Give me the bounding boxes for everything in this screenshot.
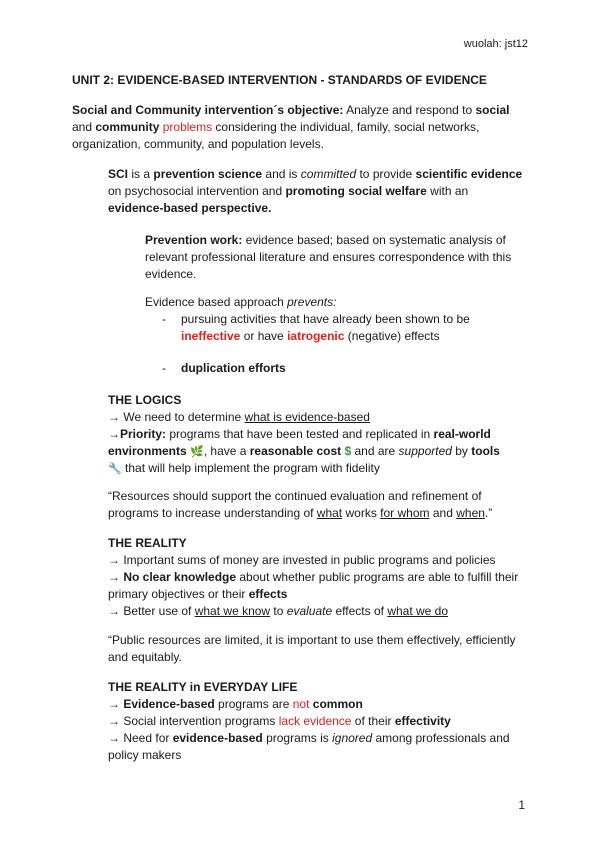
text: when xyxy=(456,506,485,520)
bullet-item xyxy=(181,311,541,345)
text: SCI xyxy=(108,167,129,181)
prevention-paragraph xyxy=(145,232,545,283)
text: effectivity xyxy=(394,714,451,728)
text: and equitably. xyxy=(108,650,182,664)
text: for whom xyxy=(380,506,430,520)
bullet-item xyxy=(181,360,286,377)
text: Better use of xyxy=(120,604,195,618)
text: primary objectives or their xyxy=(108,587,249,601)
highlight-text: problems xyxy=(162,120,213,134)
text: works xyxy=(342,506,381,520)
text: to xyxy=(270,604,287,618)
text: organization, community, and population levels. xyxy=(72,137,324,151)
text: about whether public programs are able to fulfill their xyxy=(236,570,519,584)
text: ignored xyxy=(332,731,373,745)
text: “Public resources are limited, it is important to use them effectively, efficiently xyxy=(108,633,516,647)
arrow-icon: → xyxy=(108,731,120,745)
text: pursuing activities that have already been shown to be xyxy=(181,312,470,326)
text: policy makers xyxy=(108,748,182,762)
text: what we know xyxy=(194,604,271,618)
sci-paragraph xyxy=(108,166,548,217)
highlight-text: lack evidence xyxy=(278,714,352,728)
dollar-icon: $ xyxy=(344,444,352,458)
section-heading: THE LOGICS xyxy=(108,393,182,407)
leaf-icon: 🌿 xyxy=(190,445,204,458)
text: Evidence based approach xyxy=(145,295,288,309)
reality-section xyxy=(108,535,548,620)
text: social xyxy=(475,103,510,117)
bullet-dash: - xyxy=(162,361,166,375)
text: evidence-based perspective. xyxy=(108,201,272,215)
text: Evidence-based xyxy=(123,697,215,711)
text: evaluate xyxy=(286,604,333,618)
text: supported xyxy=(398,444,452,458)
text: considering the individual, family, social networks, xyxy=(212,120,480,134)
highlight-text: iatrogenic xyxy=(287,329,345,343)
text: evidence-based xyxy=(172,731,263,745)
text: programs to increase understanding of xyxy=(108,506,317,520)
text: or have xyxy=(240,329,288,343)
text: , have a xyxy=(203,444,250,458)
text: programs that have been tested and replicated in xyxy=(166,427,434,441)
text: community xyxy=(95,120,160,134)
text: effects xyxy=(248,587,288,601)
text: what we do xyxy=(387,604,449,618)
arrow-icon: → xyxy=(108,697,120,711)
text: common xyxy=(312,697,363,711)
text: and xyxy=(429,506,457,520)
arrow-icon: → xyxy=(108,427,120,441)
text: We need to determine xyxy=(120,410,245,424)
arrow-icon: → xyxy=(108,410,120,424)
text: of their xyxy=(351,714,395,728)
text: and xyxy=(72,120,96,134)
text: what xyxy=(316,506,343,520)
text: on psychosocial intervention and xyxy=(108,184,286,198)
text: programs are xyxy=(214,697,293,711)
wrench-icon: 🔧 xyxy=(108,462,122,475)
text: environments xyxy=(108,444,187,458)
text: duplication efforts xyxy=(181,361,286,375)
bullet-dash: - xyxy=(162,312,166,326)
text: tools xyxy=(471,444,500,458)
text: with an xyxy=(426,184,469,198)
section-heading: THE REALITY in EVERYDAY LIFE xyxy=(108,680,298,694)
logics-section xyxy=(108,392,548,477)
text: Priority: xyxy=(120,427,167,441)
text: .” xyxy=(484,506,493,520)
text: that will help implement the program with fidelity xyxy=(121,461,380,475)
section-heading: THE REALITY xyxy=(108,536,187,550)
text: “Resources should support the continued evaluation and refinement of xyxy=(108,489,482,503)
text: by xyxy=(451,444,472,458)
arrow-icon: → xyxy=(108,570,120,584)
page-title: UNIT 2: EVIDENCE-BASED INTERVENTION - STANDARDS OF EVIDENCE xyxy=(72,73,487,87)
page-number: 1 xyxy=(518,798,525,812)
text: and are xyxy=(351,444,399,458)
text: relevant professional literature and ensures correspondence with this xyxy=(145,250,512,264)
objective-label: Social and Community intervention´s objective: xyxy=(72,103,344,117)
watermark-text: wuolah: jst12 xyxy=(463,38,528,50)
text: committed xyxy=(300,167,357,181)
text: programs is xyxy=(262,731,333,745)
text: scientific evidence xyxy=(415,167,523,181)
prevention-label: Prevention work: xyxy=(145,233,243,247)
text: Important sums of money are invested in public programs and policies xyxy=(120,553,496,567)
highlight-text: ineffective xyxy=(181,329,241,343)
approach-intro xyxy=(145,294,336,311)
text: prevention science xyxy=(153,167,263,181)
text: reasonable cost xyxy=(249,444,342,458)
text: to provide xyxy=(356,167,416,181)
logics-quote xyxy=(108,488,548,522)
text: Need for xyxy=(120,731,173,745)
highlight-text: not xyxy=(292,697,310,711)
text: promoting social welfare xyxy=(285,184,427,198)
arrow-icon: → xyxy=(108,714,120,728)
text: and is xyxy=(262,167,301,181)
text: prevents: xyxy=(287,295,337,309)
text: (negative) effects xyxy=(344,329,440,343)
arrow-icon: → xyxy=(108,553,120,567)
reality-quote xyxy=(108,632,558,666)
text: among professionals and xyxy=(372,731,510,745)
text: evidence based; based on systematic analysis of xyxy=(242,233,506,247)
arrow-icon: → xyxy=(108,604,120,618)
everyday-section xyxy=(108,679,548,764)
text: effects of xyxy=(332,604,388,618)
text: is a xyxy=(128,167,154,181)
text: evidence. xyxy=(145,267,197,281)
text: what is evidence-based xyxy=(244,410,370,424)
objective-paragraph xyxy=(72,102,542,153)
text: real-world xyxy=(433,427,491,441)
text: Analyze and respond to xyxy=(343,103,476,117)
text: No clear knowledge xyxy=(123,570,237,584)
text: Social intervention programs xyxy=(120,714,279,728)
